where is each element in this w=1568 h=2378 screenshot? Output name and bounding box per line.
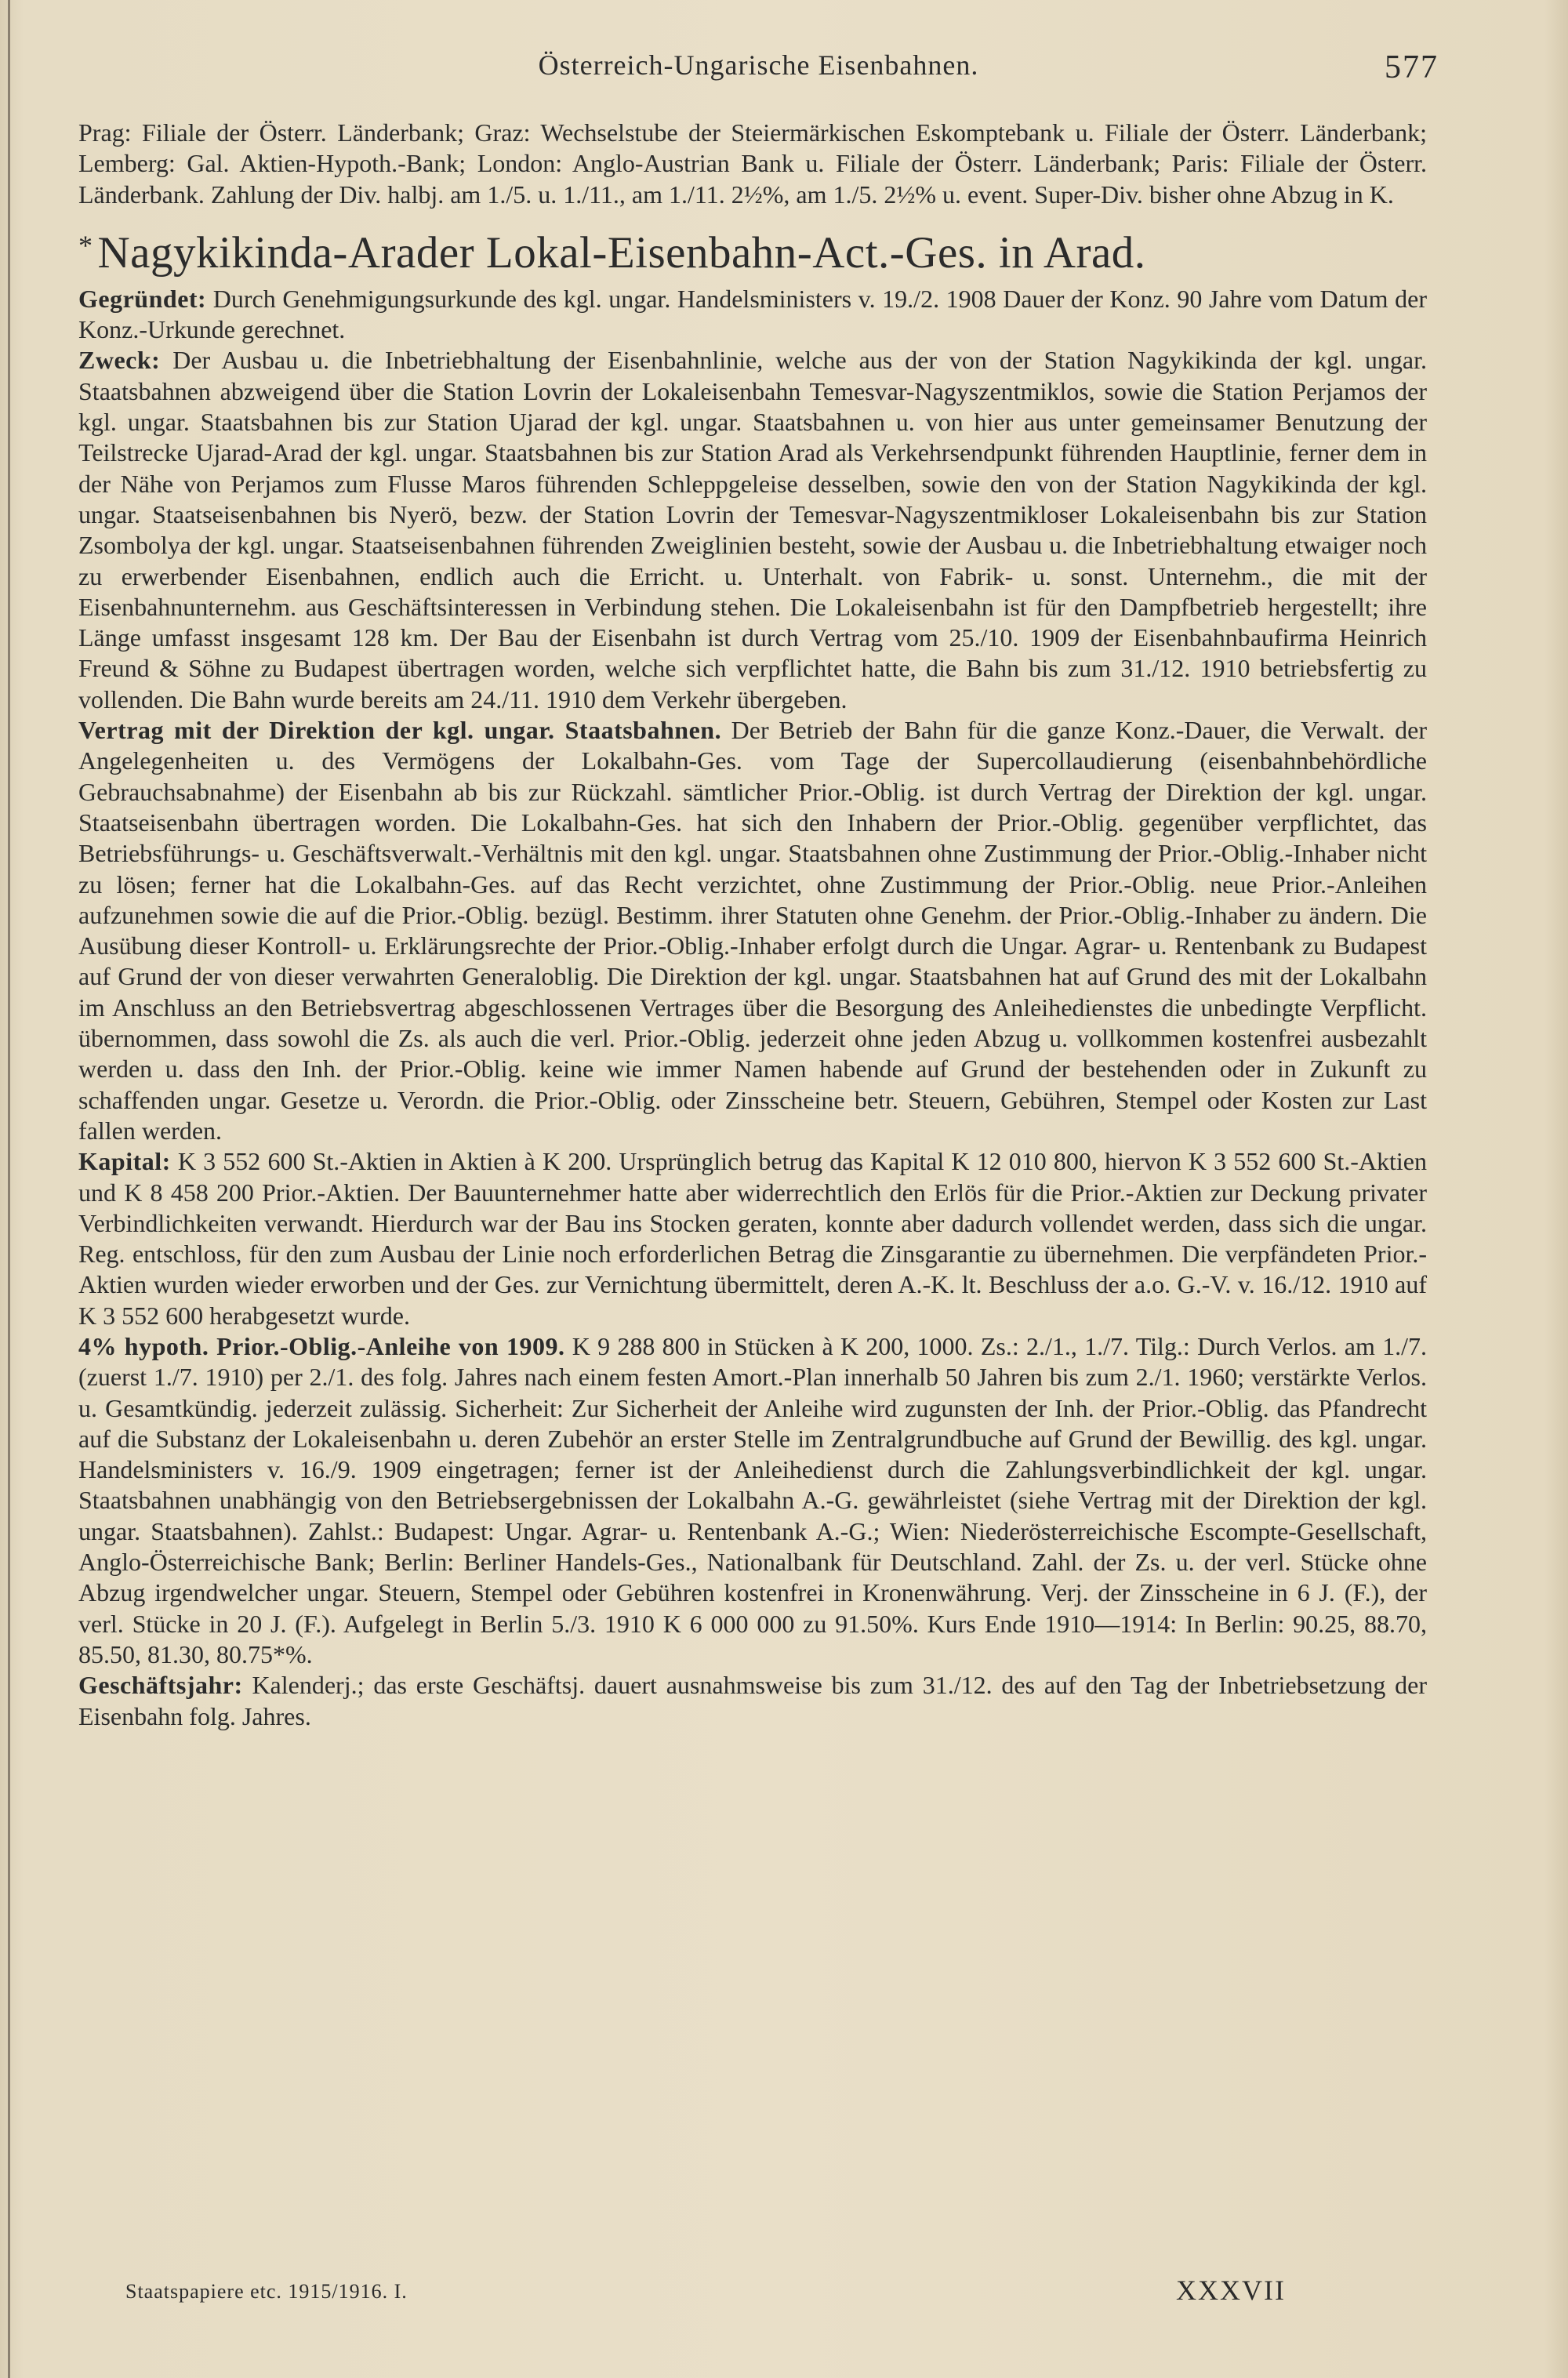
section-label-gegruendet: Gegründet: (78, 284, 207, 313)
company-title: Nagykikinda-Arader Lokal-Eisenbahn-Act.-Ges. in Arad. (97, 227, 1146, 278)
page-edge-line (8, 0, 10, 2378)
section-label-zweck: Zweck: (78, 346, 161, 375)
page-footer (125, 2274, 1286, 2313)
section-text-kapital: K 3 552 600 St.-Aktien in Aktien à K 200. Ursprünglich betrug das Kapital K 12 010 800, hiervon K 3 552 600 St.-Aktien und K 8 458 200 Prior.-Aktien. Der Bauunternehmer hatte aber widerrechtlich den Erlös für die Prior.-Aktien zur Deckung privater Verbindlichkeiten verwandt. Hierdurch war der Bau ins Stocken geraten, konnte aber dadurch vollendet werden, dass sich die ungar. Reg. entschloss, für den zum Ausbau der Linie noch erforderlichen Betrag die Zinsgarantie zu übernehmen. Die verpfändeten Prior.-Aktien wurden wieder erworben und der Ges. zur Vernichtung übermittelt, deren A.-K. lt. Beschluss der a.o. G.-V. v. 16./12. 1910 auf K 3 552 600 herabgesetzt wurde. (78, 1147, 1427, 1330)
section-text-geschaeftsjahr: Kalenderj.; das erste Geschäftsj. dauert ausnahmsweise bis zum 31./12. des auf den Tag der Inbetriebsetzung der Eisenbahn folg. Jahres. (78, 1671, 1427, 1730)
section-gegruendet (78, 284, 1427, 346)
section-label-kapital: Kapital: (78, 1147, 171, 1176)
section-text-anleihe: K 9 288 800 in Stücken à K 200, 1000. Zs.: 2./1., 1./7. Tilg.: Durch Verlos. am 1./7. (zuerst 1./7. 1910) per 2./1. des folg. Jahres nach einem festen Amort.-Plan innerhalb 50 Jahren bis zum 2./1. 1960; verstärkte Verlos. u. Gesamtkündig. jederzeit zulässig. Sicherheit: Zur Sicherheit der Anleihe wird zugunsten der Inh. der Prior.-Oblig. das Pfandrecht auf die Substanz der Lokaleisenbahn u. deren Zubehör an erster Stelle im Zentralgrundbuche auf Grund der Bewillig. des kgl. ungar. Handelsministers v. 16./9. 1909 eingetragen; ferner ist der Anleihedienst durch die Zahlungsverbindlichkeit der kgl. ungar. Staatsbahnen unabhängig von den Betriebsergebnissen der Lokalbahn A.-G. gewährleistet (siehe Vertrag mit der Direktion der kgl. ungar. Staatsbahnen). Zahlst.: Budapest: Ungar. Agrar- u. Rentenbank A.-G.; Wien: Niederösterreichische Escompte-Gesellschaft, Anglo-Österreichische Bank; Berlin: Berliner Handels-Ges., Nationalbank für Deutschland. Zahl. der Zs. u. der verl. Stücke ohne Abzug irgendwelcher ungar. Steuern, Stempel oder Gebühren kostenfrei in Kronenwährung. Verj. der Zinsscheine in 6 J. (F.), der verl. Stücke in 20 J. (F.). Aufgelegt in Berlin 5./3. 1910 K 6 000 000 zu 91.50%. Kurs Ende 1910—1914: In Berlin: 90.25, 88.70, 85.50, 81.30, 80.75*%. (78, 1331, 1427, 1668)
section-label-vertrag: Vertrag mit der Direktion der kgl. ungar. Staatsbahnen. (78, 716, 722, 745)
section-text-gegruendet: Durch Genehmigungsurkunde des kgl. ungar. Handelsministers v. 19./2. 1908 Dauer der Konz. 90 Jahre vom Datum der Konz.-Urkunde gerechnet. (78, 284, 1427, 344)
company-heading (78, 216, 1427, 282)
section-vertrag (78, 715, 1427, 1146)
section-label-anleihe: 4% hypoth. Prior.-Oblig.-Anleihe von 1909. (78, 1331, 565, 1360)
section-zweck (78, 345, 1427, 715)
section-geschaeftsjahr (78, 1670, 1427, 1732)
section-anleihe (78, 1331, 1427, 1670)
page-number: 577 (1385, 49, 1439, 85)
running-title: Österreich-Ungarische Eisenbahnen. (538, 49, 979, 81)
section-kapital (78, 1146, 1427, 1331)
section-text-vertrag: Der Betrieb der Bahn für die ganze Konz.-Dauer, die Verwalt. der Angelegenheiten u. des Vermögens der Lokalbahn-Ges. vom Tage der Supercollaudierung (eisenbahnbehördliche Gebrauchsabnahme) der Eisenbahn ab bis zur Rückzahl. sämtlicher Prior.-Oblig. ist durch Vertrag der Direktion der kgl. ungar. Staatseisenbahn übertragen worden. Die Lokalbahn-Ges. hat sich den Inhabern der Prior.-Oblig. gegenüber verpflichtet, das Betriebsführungs- u. Geschäftsverwalt.-Verhältnis mit den kgl. ungar. Staatsbahnen ohne Zustimmung der Prior.-Oblig.-Inhaber nicht zu lösen; ferner hat die Lokalbahn-Ges. auf das Recht verzichtet, ohne Zustimmung der Prior.-Oblig. neue Prior.-Anleihen aufzunehmen sowie die auf die Prior.-Oblig. bezügl. Bestimm. ihrer Statuten ohne Genehm. der Prior.-Oblig.-Inhaber zu ändern. Die Ausübung dieser Kontroll- u. Erklärungsrechte der Prior.-Oblig.-Inhaber erfolgt durch die Ungar. Agrar- u. Rentenbank zu Budapest auf Grund der von dieser verwahrten Generaloblig. Die Direktion der kgl. ungar. Staatsbahnen hat auf Grund des mit der Lokalbahn im Anschluss an den Betriebsvertrag abgeschlossenen Vertrages über die Besorgung des Anleihedienstes die unbedingte Verpflicht. übernommen, dass sowohl die Zs. als auch die verl. Prior.-Oblig. jederzeit ohne jeden Abzug u. vollkommen kostenfrei ausbezahlt werden u. dass den Inh. der Prior.-Oblig. keine wie immer Namen habende auf Grund der bestehenden oder in Zukunft zu schaffenden ungar. Gesetze u. Verordn. die Prior.-Oblig. oder Zinsscheine betr. Steuern, Gebühren, Stempel oder Kosten zur Last fallen werden. (78, 716, 1428, 1145)
running-head (78, 49, 1439, 96)
section-text-zweck: Der Ausbau u. die Inbetriebhaltung der Eisenbahnlinie, welche aus der von der Station Nagykikinda der kgl. ungar. Staatsbahnen abzweigend über die Station Lovrin der Lokaleisenbahn Temesvar-Nagyszentmiklos, sowie die Station Perjamos der kgl. ungar. Staatsbahnen bis zur Station Ujarad der kgl. ungar. Staatsbahnen u. von hier aus unter gemeinsamer Benutzung der Teilstrecke Ujarad-Arad der kgl. ungar. Staatsbahnen bis zur Station Arad als Verkehrsendpunkt führenden Hauptlinie, ferner dem in der Nähe von Perjamos zum Flusse Maros führenden Schleppgeleise desselben, sowie den von der Station Nagykikinda der kgl. ungar. Staatseisenbahnen bis Nyerö, bezw. der Station Lovrin der Temesvar-Nagyszentmikloser Lokaleisenbahn bis zur Station Zsombolya der kgl. ungar. Staatseisenbahnen führenden Zweiglinien besteht, sowie der Ausbau u. die Inbetriebhaltung etwaiger noch zu erwerbender Eisenbahnen, endlich auch die Erricht. u. Unterhalt. von Fabrik- u. sonst. Unternehm., die mit der Eisenbahnunternehm. aus Geschäftsinteressen in Verbindung stehen. Die Lokaleisenbahn ist für den Dampfbetrieb hergestellt; ihre Länge umfasst insgesamt 128 km. Der Bau der Eisenbahn ist durch Vertrag vom 25./10. 1909 der Eisenbahnbaufirma Heinrich Freund & Söhne zu Budapest übertragen worden, welche sich verpflichtet hatte, die Bahn bis zum 31./12. 1910 betriebsfertig zu vollenden. Die Bahn wurde bereits am 24./11. 1910 dem Verkehr übergeben. (78, 346, 1427, 713)
footer-source: Staatspapiere etc. 1915/1916. I. (125, 2280, 408, 2303)
section-label-geschaeftsjahr: Geschäftsjahr: (78, 1671, 243, 1700)
company-marker: * (78, 229, 93, 261)
footer-signature: XXXVII (1176, 2275, 1286, 2306)
intro-paragraph: Prag: Filiale der Österr. Länderbank; Graz: Wechselstube der Steiermärkischen Eskomptebank u. Filiale der Österr. Länderbank; Lemberg: Gal. Aktien-Hypoth.-Bank; London: Anglo-Austrian Bank u. Filiale der Österr. Länderbank; Paris: Filiale der Österr. Länderbank. Zahlung der Div. halbj. am 1./5. u. 1./11., am 1./11. 2½%, am 1./5. 2½% u. event. Super-Div. bisher ohne Abzug in K. (78, 118, 1427, 209)
body-text (78, 118, 1427, 1732)
